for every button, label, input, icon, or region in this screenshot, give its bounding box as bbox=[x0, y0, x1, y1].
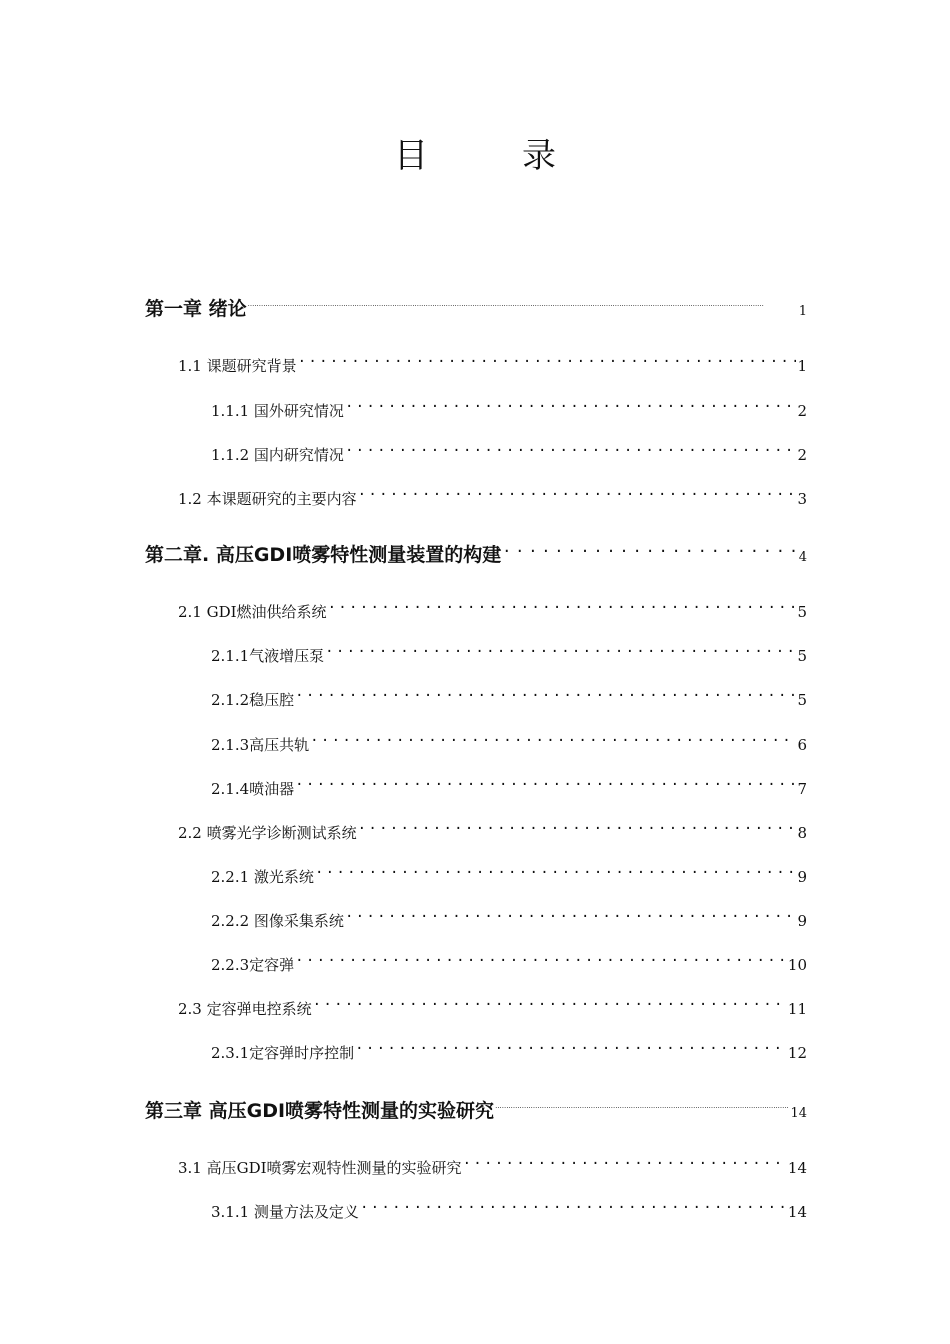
toc-entry-page: 1 bbox=[797, 357, 807, 375]
toc-entry-section-2-1-3[interactable] bbox=[211, 722, 807, 754]
toc-entry-section-2-1[interactable] bbox=[178, 589, 807, 621]
dot-leader bbox=[310, 722, 796, 750]
toc-entry-label: 1.1.2 国内研究情况 bbox=[211, 446, 344, 464]
dot-leader bbox=[345, 432, 797, 460]
toc-entry-label: 1.1 课题研究背景 bbox=[178, 357, 297, 375]
toc-entry-page: 5 bbox=[797, 603, 807, 621]
toc-entry-section-2-2-1[interactable] bbox=[211, 854, 807, 886]
toc-entry-label: 第二章. 高压GDI喷雾特性测量装置的构建 bbox=[145, 544, 502, 566]
toc-entry-label: 1.1.1 国外研究情况 bbox=[211, 402, 344, 420]
dot-leader bbox=[325, 633, 796, 661]
dot-leader bbox=[315, 854, 797, 882]
dot-leader bbox=[358, 476, 797, 504]
dot-leader bbox=[295, 677, 796, 705]
toc-entry-section-3-1[interactable] bbox=[178, 1145, 807, 1177]
toc-entry-page: 1 bbox=[798, 304, 807, 319]
dot-leader bbox=[345, 388, 797, 416]
toc-entry-page: 9 bbox=[797, 868, 807, 886]
toc-entry-label: 2.3.1定容弹时序控制 bbox=[211, 1044, 355, 1062]
toc-entry-section-1-1-2[interactable] bbox=[211, 432, 807, 464]
toc-entry-page: 12 bbox=[787, 1044, 807, 1062]
dot-leader bbox=[328, 589, 797, 617]
dot-leader bbox=[248, 287, 798, 315]
toc-entry-page: 4 bbox=[798, 550, 807, 565]
toc-entry-label: 2.2.3定容弹 bbox=[211, 956, 295, 974]
toc-entry-page: 14 bbox=[787, 1159, 807, 1177]
toc-entry-section-1-1-1[interactable] bbox=[211, 388, 807, 420]
dot-leader bbox=[345, 898, 797, 926]
toc-entry-label: 2.1.3高压共轨 bbox=[211, 736, 310, 754]
toc-entry-section-1-2[interactable] bbox=[178, 476, 807, 508]
toc-entry-label: 2.3 定容弹电控系统 bbox=[178, 1000, 312, 1018]
toc-entry-label: 1.2 本课题研究的主要内容 bbox=[178, 490, 357, 508]
toc-entry-section-3-1-1[interactable] bbox=[211, 1189, 807, 1221]
toc-entry-page: 9 bbox=[797, 912, 807, 930]
dot-leader bbox=[295, 766, 796, 794]
toc-entry-page: 14 bbox=[787, 1203, 807, 1221]
dot-leader bbox=[463, 1145, 787, 1173]
toc-entry-page: 5 bbox=[797, 647, 807, 665]
toc-entry-page: 6 bbox=[797, 736, 807, 754]
dot-leader bbox=[295, 942, 787, 970]
toc-entry-chapter-3[interactable] bbox=[145, 1089, 807, 1122]
toc-entry-page: 7 bbox=[797, 780, 807, 798]
toc-entry-page: 10 bbox=[787, 956, 807, 974]
toc-entry-label: 第三章 高压GDI喷雾特性测量的实验研究 bbox=[145, 1100, 495, 1122]
toc-title: 目 录 bbox=[394, 136, 586, 176]
toc-entry-page: 2 bbox=[797, 446, 807, 464]
toc-entry-section-2-1-4[interactable] bbox=[211, 766, 807, 798]
dot-leader bbox=[358, 810, 797, 838]
toc-entry-section-2-2[interactable] bbox=[178, 810, 807, 842]
toc-entry-label: 第一章 绪论 bbox=[145, 298, 247, 320]
toc-entry-label: 2.2.1 激光系统 bbox=[211, 868, 314, 886]
dot-leader bbox=[313, 986, 787, 1014]
toc-entry-label: 2.1.4喷油器 bbox=[211, 780, 295, 798]
dot-leader bbox=[355, 1030, 787, 1058]
toc-entry-page: 11 bbox=[787, 1000, 807, 1018]
toc-entry-section-2-2-2[interactable] bbox=[211, 898, 807, 930]
toc-entry-section-2-2-3[interactable] bbox=[211, 942, 807, 974]
toc-entry-section-1-1[interactable] bbox=[178, 343, 807, 375]
toc-entry-label: 2.2.2 图像采集系统 bbox=[211, 912, 344, 930]
toc-entry-page: 5 bbox=[797, 691, 807, 709]
toc-entry-chapter-1[interactable] bbox=[145, 287, 807, 320]
toc-entry-page: 8 bbox=[797, 824, 807, 842]
dot-leader bbox=[360, 1189, 787, 1217]
toc-entry-label: 3.1 高压GDI喷雾宏观特性测量的实验研究 bbox=[178, 1159, 462, 1177]
toc-entry-section-2-1-1[interactable] bbox=[211, 633, 807, 665]
toc-entry-page: 3 bbox=[797, 490, 807, 508]
toc-entry-label: 2.1 GDI燃油供给系统 bbox=[178, 603, 327, 621]
toc-entry-label: 3.1.1 测量方法及定义 bbox=[211, 1203, 359, 1221]
toc-entry-page: 14 bbox=[790, 1106, 807, 1121]
toc-entry-label: 2.1.1气液增压泵 bbox=[211, 647, 325, 665]
toc-entry-label: 2.2 喷雾光学诊断测试系统 bbox=[178, 824, 357, 842]
toc-entry-label: 2.1.2稳压腔 bbox=[211, 691, 295, 709]
toc-entry-section-2-3[interactable] bbox=[178, 986, 807, 1018]
toc-entry-chapter-2[interactable] bbox=[145, 533, 807, 566]
toc-entry-page: 2 bbox=[797, 402, 807, 420]
toc-entry-section-2-1-2[interactable] bbox=[211, 677, 807, 709]
dot-leader bbox=[502, 533, 797, 561]
toc-entry-section-2-3-1[interactable] bbox=[211, 1030, 807, 1062]
dot-leader bbox=[298, 343, 797, 371]
dot-leader bbox=[495, 1089, 789, 1117]
